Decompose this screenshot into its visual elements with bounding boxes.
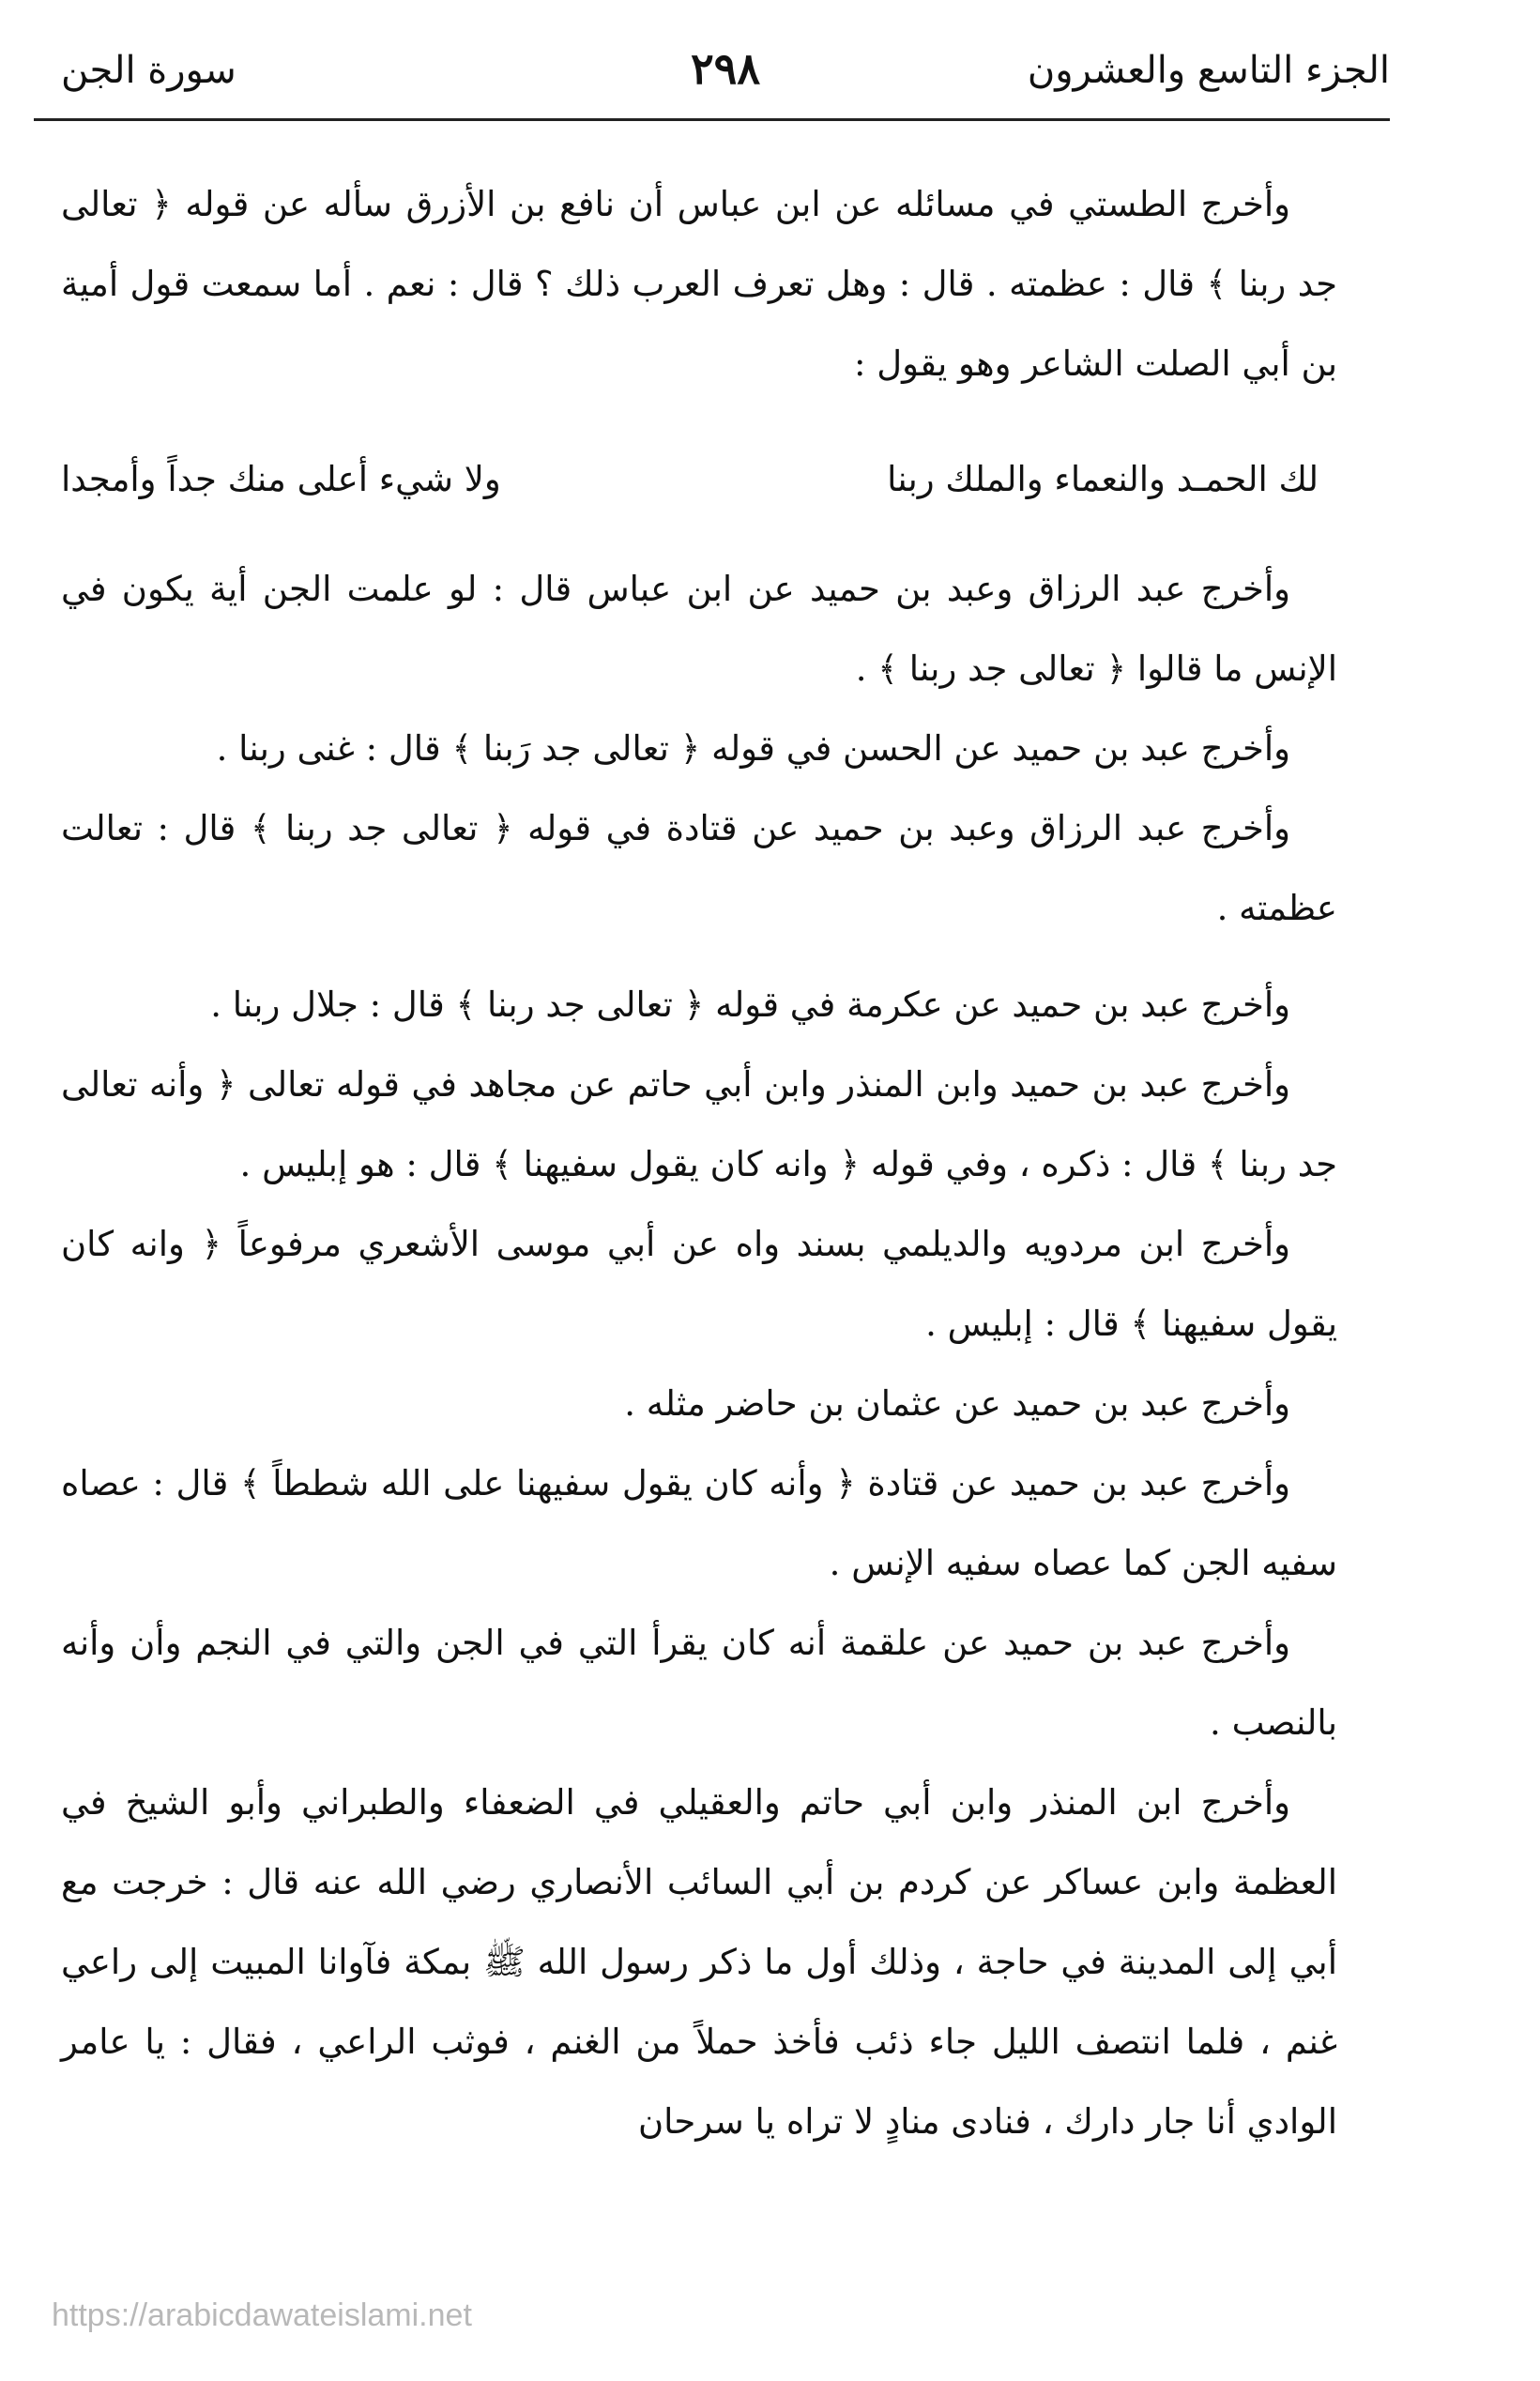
verse-second-hemistich: ولا شيء أعلى منك جداً وأمجدا	[61, 459, 501, 499]
page-number: ٢٩٨	[690, 43, 761, 94]
paragraph-4: وأخرج عبد الرزاق وعبد بن حميد عن قتادة في قوله ﴿ تعالى جد ربنا ﴾ قال : تعالت عظمته .	[61, 808, 1337, 928]
paragraph-2: وأخرج عبد الرزاق وعبد بن حميد عن ابن عباس قال : لو علمت الجن أية يكون في الإنس ما قالوا ﴿ تعالى جد ربنا ﴾ .	[61, 569, 1337, 689]
poetry-verse	[61, 439, 1319, 519]
paragraph-11: وأخرج ابن المنذر وابن أبي حاتم والعقيلي في الضعفاء والطبراني وأبو الشيخ في العظمة وابن عساكر عن كردم بن أبي السائب الأنصاري رضي الله عنه قال : خرجت مع أبي إلى المدينة في حاجة ، وذلك أول ما ذكر رسول الله ﷺ بمكة فآوانا المبيت إلى راعي غنم ، فلما انتصف الليل جاء ذئب فأخذ حملاً من الغنم ، فوثب الراعي ، فقال : يا عامر الوادي أنا جار دارك ، فنادى منادٍ لا تراه يا سرحان	[61, 1782, 1337, 2142]
paragraph-8: وأخرج عبد بن حميد عن عثمان بن حاضر مثله .	[624, 1383, 1290, 1424]
paragraph-5: وأخرج عبد بن حميد عن عكرمة في قوله ﴿ تعالى جد ربنا ﴾ قال : جلال ربنا .	[210, 984, 1290, 1025]
paragraph-6: وأخرج عبد بن حميد وابن المنذر وابن أبي حاتم عن مجاهد في قوله تعالى ﴿ وأنه تعالى جد ربنا ﴾ قال : ذكره ، وفي قوله ﴿ وانه كان يقول سفيهنا ﴾ قال : هو إبليس .	[61, 1064, 1337, 1184]
paragraph-9: وأخرج عبد بن حميد عن قتادة ﴿ وأنه كان يقول سفيهنا على الله شططاً ﴾ قال : عصاه سفيه الجن كما عصاه سفيه الإنس .	[61, 1463, 1337, 1583]
part-title: الجزء التاسع والعشرون	[1027, 49, 1390, 92]
paragraph-3: وأخرج عبد بن حميد عن الحسن في قوله ﴿ تعالى جد رَبنا ﴾ قال : غنى ربنا .	[216, 728, 1290, 769]
verse-first-hemistich: لك الحمـد والنعماء والملك ربنا	[887, 459, 1319, 499]
source-watermark: https://arabicdawateislami.net	[52, 2297, 472, 2333]
paragraph-1: وأخرج الطستي في مسائله عن ابن عباس أن نافع بن الأزرق سأله عن قوله ﴿ تعالى جد ربنا ﴾ قال : عظمته . قال : وهل تعرف العرب ذلك ؟ قال : نعم . أما سمعت قول أمية بن أبي الصلت الشاعر وهو يقول :	[61, 184, 1337, 384]
paragraph-10: وأخرج عبد بن حميد عن علقمة أنه كان يقرأ التي في الجن والتي في النجم وأن وأنه بالنصب .	[61, 1623, 1337, 1743]
running-head	[61, 38, 1390, 113]
paragraph-7: وأخرج ابن مردويه والديلمي بسند واه عن أبي موسى الأشعري مرفوعاً ﴿ وانه كان يقول سفيهنا ﴾ قال : إبليس .	[61, 1224, 1337, 1344]
page-body	[61, 164, 1337, 2161]
header-rule	[34, 118, 1390, 121]
surah-title: سورة الجن	[61, 49, 236, 92]
